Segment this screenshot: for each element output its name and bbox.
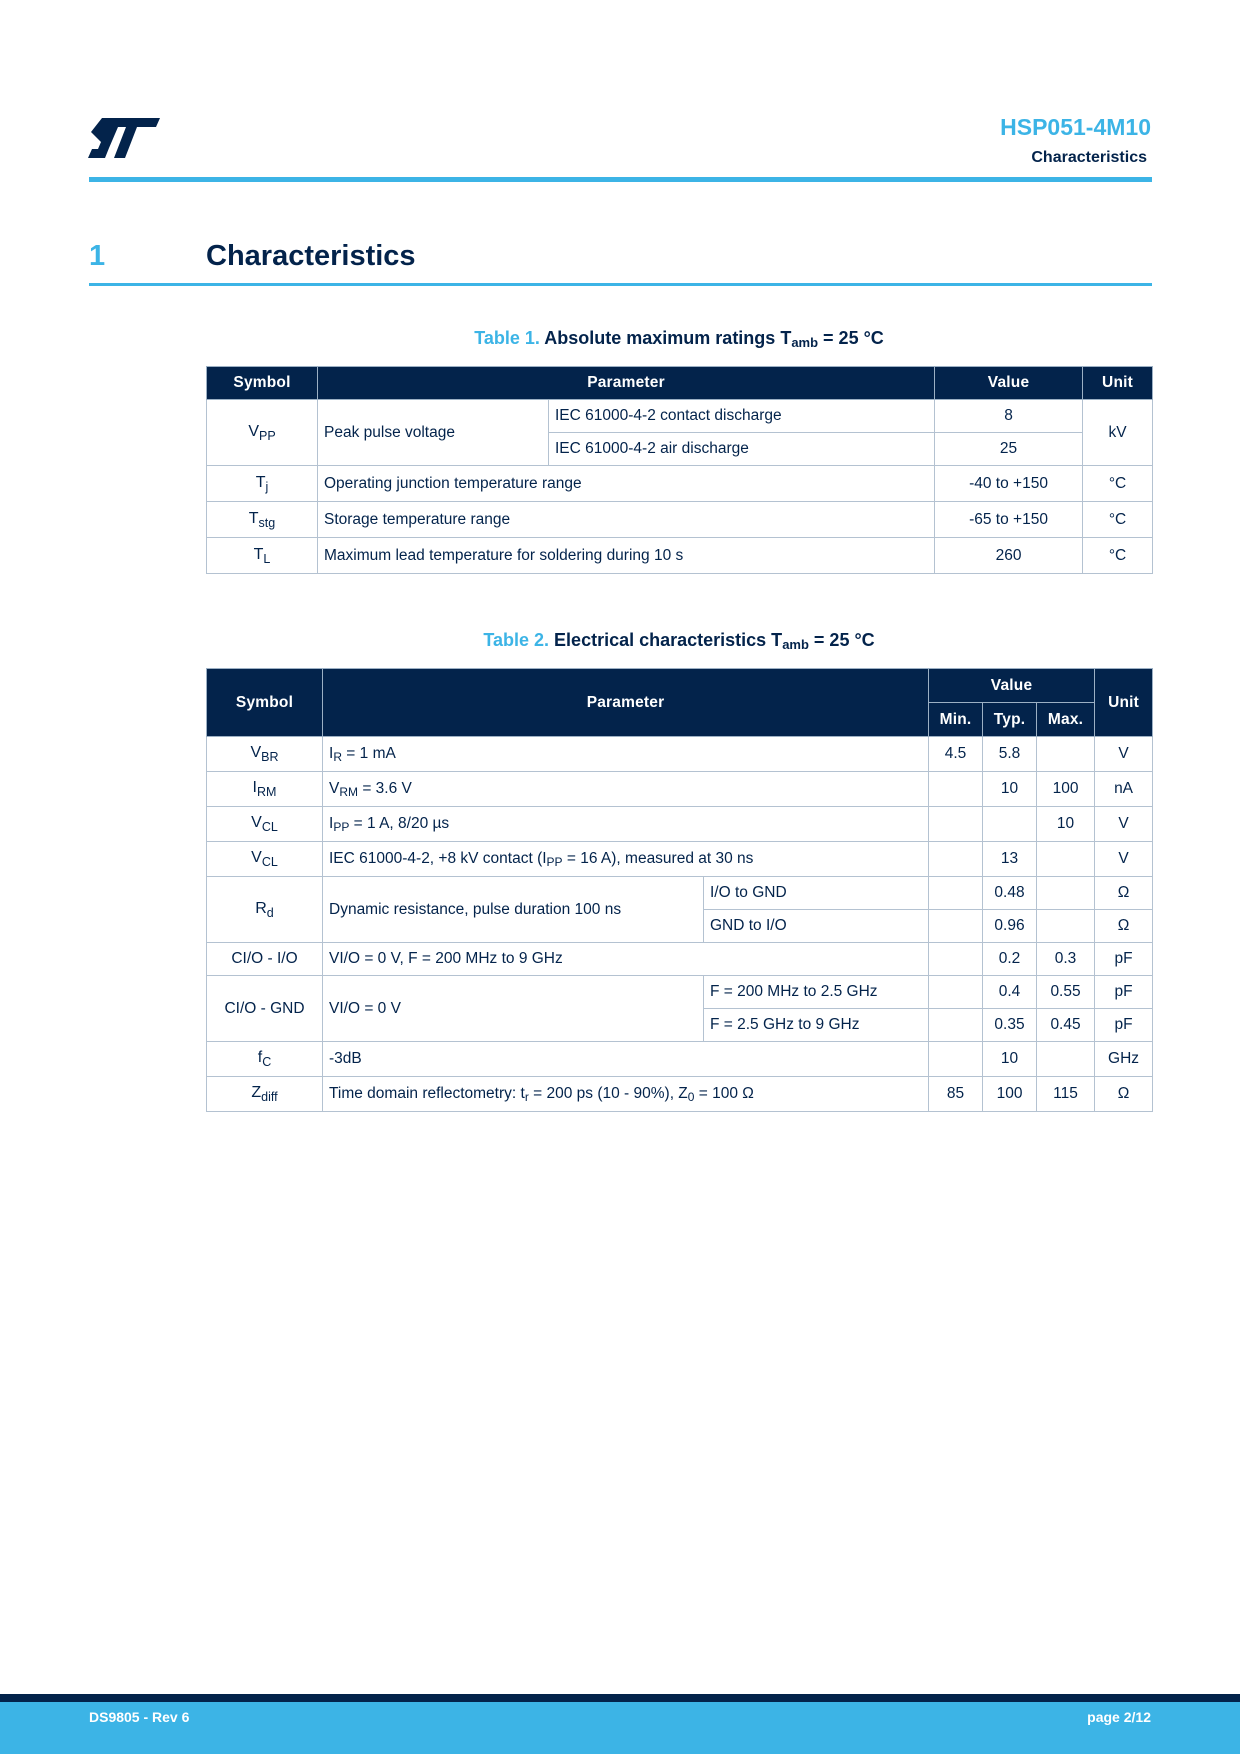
min-cell: 85 — [929, 1077, 983, 1112]
col-header-value: Value — [929, 669, 1095, 703]
parameter-cell: $I_{PP} = 1$ A, 8/20 µs — [323, 807, 929, 842]
max-cell: 0.3 — [1037, 943, 1095, 976]
unit-cell: Ω — [1095, 1077, 1153, 1112]
condition-cell: F = 2.5 GHz to 9 GHz — [704, 1009, 929, 1042]
condition-cell: IEC 61000-4-2 contact discharge — [549, 400, 935, 433]
min-cell: 4.5 — [929, 737, 983, 772]
symbol-cell: $V_{CL}$ — [207, 807, 323, 842]
typ-cell: 0.48 — [983, 877, 1037, 910]
col-header-unit: Unit — [1083, 367, 1153, 400]
parameter-cell: Storage temperature range — [318, 502, 935, 538]
symbol-cell: CI/O - GND — [207, 976, 323, 1042]
electrical-characteristics-table — [206, 668, 1153, 1112]
table-row — [207, 502, 1153, 538]
symbol-cell: $T_L$ — [207, 538, 318, 574]
unit-cell: °C — [1083, 466, 1153, 502]
unit-cell: Ω — [1095, 877, 1153, 910]
table-header-row — [207, 669, 1153, 703]
section-title: Characteristics — [206, 240, 416, 272]
unit-cell: V — [1095, 842, 1153, 877]
table-row — [207, 772, 1153, 807]
min-cell — [929, 1042, 983, 1077]
min-cell — [929, 877, 983, 910]
table-row — [207, 400, 1153, 433]
document-id: HSP051-4M10 — [1000, 114, 1151, 140]
table1-caption-tail: = 25 °C — [818, 328, 884, 348]
section-number: 1 — [89, 240, 106, 272]
symbol-cell: $T_{stg}$ — [207, 502, 318, 538]
value-cell: -40 to +150 — [935, 466, 1083, 502]
unit-cell: V — [1095, 737, 1153, 772]
col-header-symbol: Symbol — [207, 669, 323, 737]
max-cell: 115 — [1037, 1077, 1095, 1112]
symbol-cell: $I_{RM}$ — [207, 772, 323, 807]
table2-caption-number: Table 2. — [483, 630, 550, 650]
typ-cell: 10 — [983, 772, 1037, 807]
footer-rule — [0, 1694, 1240, 1702]
typ-cell — [983, 807, 1037, 842]
table-header-row — [207, 367, 1153, 400]
symbol-cell: $V_{CL}$ — [207, 842, 323, 877]
max-cell — [1037, 910, 1095, 943]
parameter-cell: IEC 61000-4-2, +8 kV contact ($I_{PP} = 16$ A), measured at 30 ns — [323, 842, 929, 877]
parameter-cell: Dynamic resistance, pulse duration 100 ns — [323, 877, 704, 943]
symbol-cell: $R_d$ — [207, 877, 323, 943]
parameter-cell: Maximum lead temperature for soldering during 10 s — [318, 538, 935, 574]
max-cell: 10 — [1037, 807, 1095, 842]
table1-caption-sub: amb — [791, 335, 819, 350]
header-section-label: Characteristics — [1031, 149, 1147, 166]
symbol-cell: $Z_{diff}$ — [207, 1077, 323, 1112]
max-cell: 100 — [1037, 772, 1095, 807]
max-cell: 0.45 — [1037, 1009, 1095, 1042]
table-row — [207, 976, 1153, 1009]
symbol-cell: $f_C$ — [207, 1042, 323, 1077]
min-cell — [929, 1009, 983, 1042]
max-cell: 0.55 — [1037, 976, 1095, 1009]
value-cell: 25 — [935, 433, 1083, 466]
parameter-cell: VI/O = 0 V — [323, 976, 704, 1042]
table2-caption-text: Electrical characteristics T — [554, 630, 783, 650]
max-cell — [1037, 1042, 1095, 1077]
symbol-cell: CI/O - I/O — [207, 943, 323, 976]
st-logo — [88, 118, 160, 158]
table1-caption-number: Table 1. — [474, 328, 540, 348]
parameter-cell: VI/O = 0 V, F = 200 MHz to 9 GHz — [323, 943, 929, 976]
table-row — [207, 1077, 1153, 1112]
parameter-cell: Operating junction temperature range — [318, 466, 935, 502]
typ-cell: 10 — [983, 1042, 1037, 1077]
col-header-max: Max. — [1037, 703, 1095, 737]
typ-cell: 0.2 — [983, 943, 1037, 976]
table-row — [207, 807, 1153, 842]
col-header-min: Min. — [929, 703, 983, 737]
col-header-symbol: Symbol — [207, 367, 318, 400]
unit-cell: pF — [1095, 943, 1153, 976]
condition-cell: F = 200 MHz to 2.5 GHz — [704, 976, 929, 1009]
symbol-cell: $T_j$ — [207, 466, 318, 502]
typ-cell: 0.4 — [983, 976, 1037, 1009]
col-header-parameter: Parameter — [318, 367, 935, 400]
min-cell — [929, 976, 983, 1009]
unit-cell: GHz — [1095, 1042, 1153, 1077]
footer-page-number: page 2/12 — [1087, 1709, 1151, 1725]
condition-cell: IEC 61000-4-2 air discharge — [549, 433, 935, 466]
min-cell — [929, 910, 983, 943]
typ-cell: 100 — [983, 1077, 1037, 1112]
table1-caption-text: Absolute maximum ratings T — [544, 328, 792, 348]
value-cell: -65 to +150 — [935, 502, 1083, 538]
condition-cell: I/O to GND — [704, 877, 929, 910]
min-cell — [929, 807, 983, 842]
table1-caption — [206, 328, 1152, 350]
max-cell — [1037, 877, 1095, 910]
parameter-cell: $I_R = 1$ mA — [323, 737, 929, 772]
header-rule — [89, 177, 1152, 182]
col-header-parameter: Parameter — [323, 669, 929, 737]
footer-doc-revision: DS9805 - Rev 6 — [89, 1709, 190, 1725]
table-row — [207, 877, 1153, 910]
typ-cell: 13 — [983, 842, 1037, 877]
unit-cell: nA — [1095, 772, 1153, 807]
absolute-max-ratings-table — [206, 366, 1153, 574]
symbol-cell: $V_{PP}$ — [207, 400, 318, 466]
table2-caption-tail: = 25 °C — [808, 630, 875, 650]
section-rule — [89, 283, 1152, 286]
min-cell — [929, 943, 983, 976]
symbol-cell: $V_{BR}$ — [207, 737, 323, 772]
typ-cell: 0.35 — [983, 1009, 1037, 1042]
table-row — [207, 737, 1153, 772]
typ-cell: 0.96 — [983, 910, 1037, 943]
table-row — [207, 466, 1153, 502]
value-cell: 260 — [935, 538, 1083, 574]
col-header-value: Value — [935, 367, 1083, 400]
col-header-unit: Unit — [1095, 669, 1153, 737]
parameter-cell: -3dB — [323, 1042, 929, 1077]
typ-cell: 5.8 — [983, 737, 1037, 772]
max-cell — [1037, 842, 1095, 877]
min-cell — [929, 772, 983, 807]
unit-cell: °C — [1083, 538, 1153, 574]
table2-caption — [206, 630, 1152, 652]
unit-cell: pF — [1095, 1009, 1153, 1042]
unit-cell: pF — [1095, 976, 1153, 1009]
parameter-cell: $V_{RM} = 3.6$ V — [323, 772, 929, 807]
table-row — [207, 538, 1153, 574]
table-row — [207, 1042, 1153, 1077]
table-row — [207, 943, 1153, 976]
max-cell — [1037, 737, 1095, 772]
unit-cell: kV — [1083, 400, 1153, 466]
unit-cell: °C — [1083, 502, 1153, 538]
parameter-cell: Peak pulse voltage — [318, 400, 549, 466]
condition-cell: GND to I/O — [704, 910, 929, 943]
col-header-typ: Typ. — [983, 703, 1037, 737]
table-row — [207, 842, 1153, 877]
value-cell: 8 — [935, 400, 1083, 433]
min-cell — [929, 842, 983, 877]
parameter-cell: Time domain reflectometry: $t_r = 200$ ps (10 - 90%), $Z_0 = 100$ Ω — [323, 1077, 929, 1112]
unit-cell: V — [1095, 807, 1153, 842]
table2-caption-sub: amb — [782, 637, 809, 652]
unit-cell: Ω — [1095, 910, 1153, 943]
